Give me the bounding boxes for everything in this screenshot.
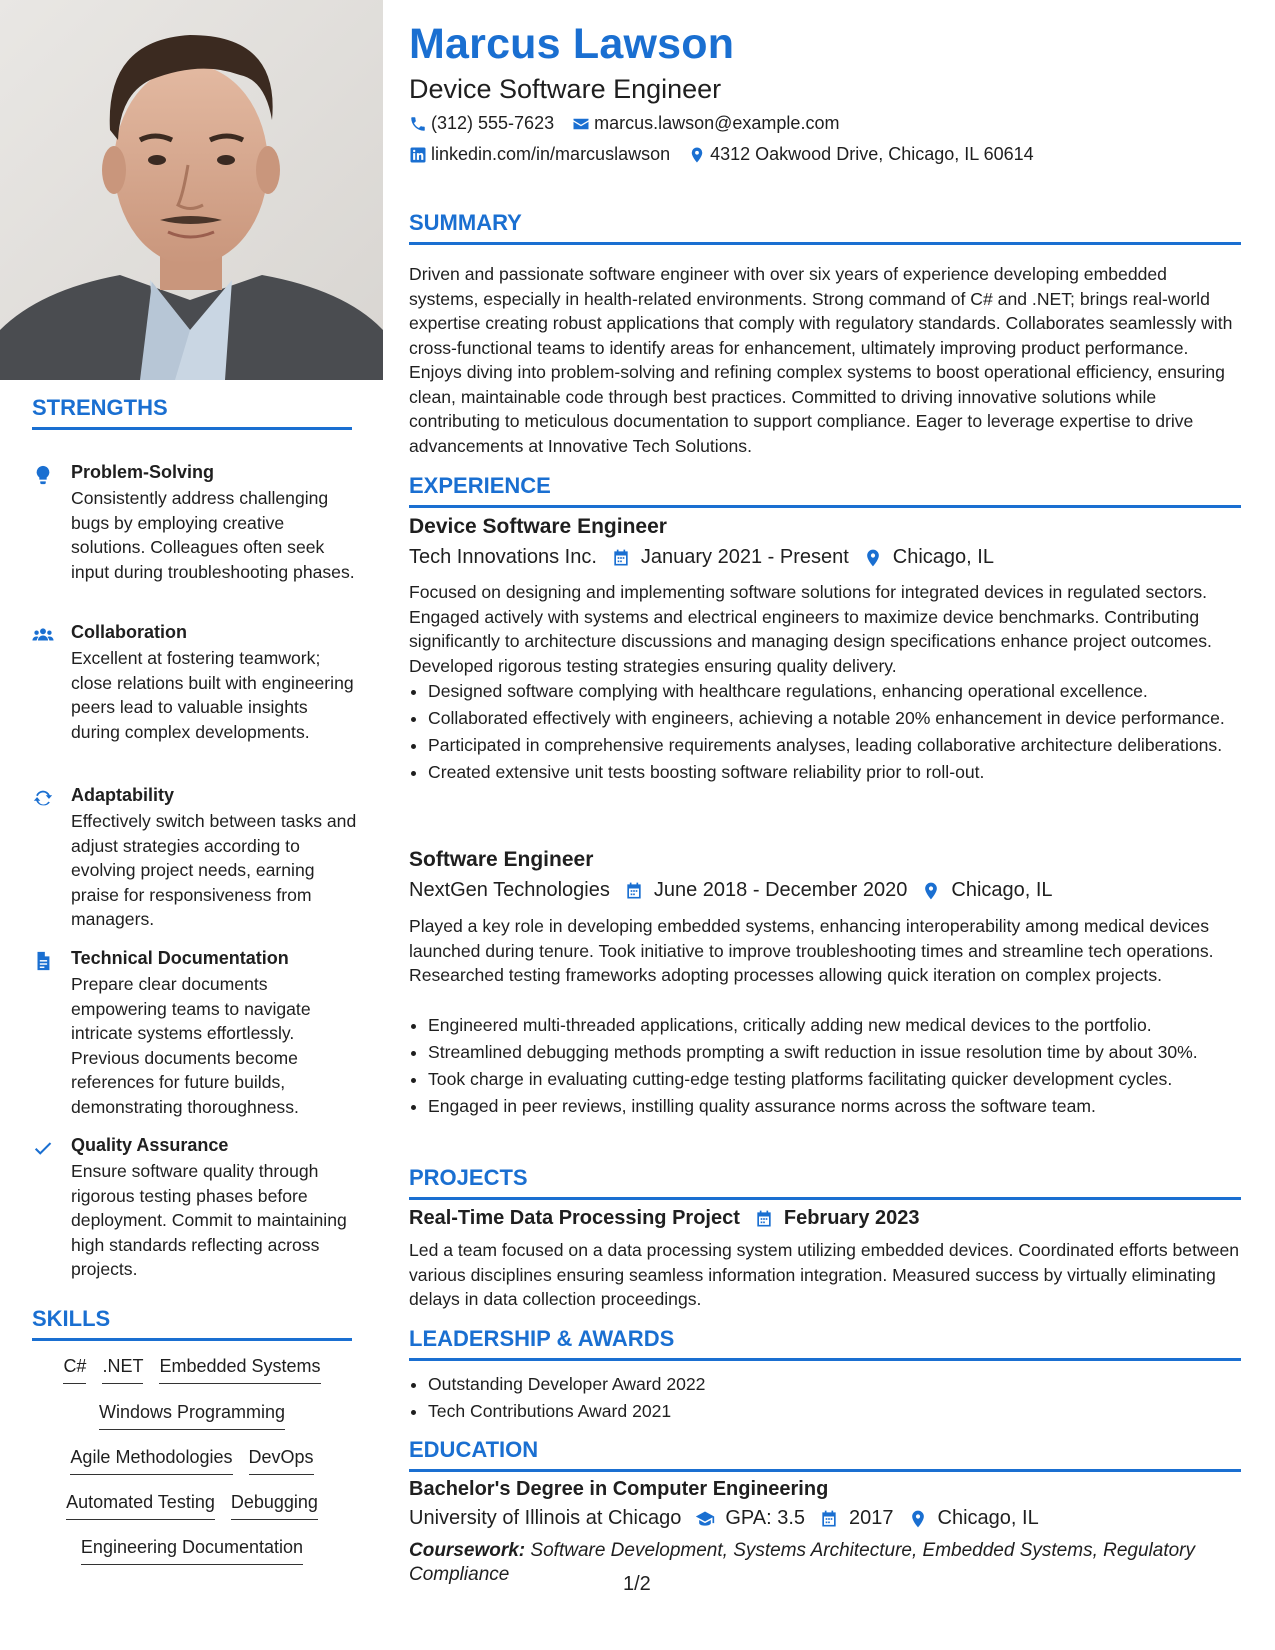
graduation-cap-icon [695,1509,715,1529]
skill-tag: Engineering Documentation [81,1537,303,1565]
skills-row [32,1492,352,1520]
page-number: 1/2 [623,1573,651,1595]
list-item: • Streamlined debugging methods prompting a swift reduction in issue resolution time by about 30%. [428,1040,1260,1064]
project-description: Led a team focused on a data processing system utilizing embedded devices. Coordinated efforts between various disciplines ensuring seamless information integration. Measured success by virtually eliminating delays in data collection proceedings. [409,1240,1240,1309]
company-name: Tech Innovations Inc. [409,546,597,568]
project-date: February 2023 [783,1207,920,1229]
strength-title: Adaptability [71,785,175,805]
skills-row [32,1356,352,1384]
coursework-text: Software Development, Systems Architecture, Embedded Systems, Regulatory Compliance [409,1540,1196,1585]
users-icon [32,624,54,646]
experience-title: EXPERIENCE [409,473,1241,508]
skill-tag: Embedded Systems [159,1356,320,1384]
coursework-label: Coursework: [409,1540,526,1561]
calendar-icon [819,1509,839,1529]
skill-tag: DevOps [249,1447,314,1475]
skill-tag: Automated Testing [66,1492,215,1520]
list-item: • Participated in comprehensive requirements analyses, leading collaborative architecture deliberations. [428,733,1260,757]
list-item: • Collaborated effectively with engineers, achieving a notable 20% enhancement in device performance. [428,706,1260,730]
strength-desc: Prepare clear documents empowering teams to navigate intricate systems effortlessly. Previous documents become references for future builds, demonstrating thoroughness. [71,974,311,1117]
linkedin-icon [409,146,427,164]
degree-title: Bachelor's Degree in Computer Engineering [409,1478,829,1500]
address-contact [688,144,1034,165]
job-dates: June 2018 - December 2020 [653,879,908,901]
awards-list [409,1372,1260,1426]
strength-title: Collaboration [71,622,187,642]
check-icon [32,1137,54,1159]
skill-tag: Debugging [231,1492,318,1520]
list-item: • Designed software complying with healthcare regulations, enhancing operational excellence. [428,679,1260,703]
calendar-icon [624,881,644,901]
linkedin-text: linkedin.com/in/marcuslawson [431,144,671,164]
summary-text: Driven and passionate software engineer with over six years of experience developing embedded systems, especially in health-related environments. Strong command of C# and .NET; brings real-world expertise creating robust applications that comply with regulatory standards. Collaborates seamlessly with cross-functional teams to identify areas for enhancement, ultimately improving product performance. Enjoys diving into problem-solving and refining complex systems to boost operational efficiency, ensuring clean, maintainable code through best practices. Committed to driving innovative solutions while contributing to meticulous documentation to support compliance. Eager to leverage expertise to drive advancements at Innovative Tech Solutions. [409,264,1233,456]
list-item: • Created extensive unit tests boosting software reliability prior to roll-out. [428,760,1260,784]
candidate-name: Marcus Lawson [409,20,735,68]
map-pin-icon [688,146,706,164]
phone-text: (312) 555-7623 [431,113,555,133]
job-bullets [409,679,1260,787]
job-location: Chicago, IL [892,546,994,568]
email-contact[interactable] [572,113,839,134]
lightbulb-icon [32,464,54,486]
coursework [409,1539,1241,1587]
gpa: GPA: 3.5 [725,1507,806,1529]
calendar-icon [754,1209,774,1229]
list-item: • Tech Contributions Award 2021 [428,1399,1260,1423]
strength-desc: Ensure software quality through rigorous testing phases before deployment. Commit to maintaining high standards reflecting across projects. [71,1161,347,1279]
job-location: Chicago, IL [951,879,1053,901]
job-title: Software Engineer [409,848,594,871]
sync-icon [32,787,54,809]
job-meta [409,546,994,569]
linkedin-contact[interactable] [409,144,670,165]
strength-desc: Excellent at fostering teamwork; close relations built with engineering peers lead to valuable insights during complex developments. [71,648,354,742]
skills-row [32,1447,352,1475]
list-item: • Took charge in evaluating cutting-edge testing platforms facilitating quicker development cycles. [428,1067,1260,1091]
project-name: Real-Time Data Processing Project [409,1207,740,1229]
skills-row [32,1402,352,1430]
project-header [409,1207,920,1230]
calendar-icon [611,548,631,568]
skill-tag: C# [63,1356,86,1384]
list-item: • Engineered multi-threaded applications, critically adding new medical devices to the portfolio. [428,1013,1260,1037]
list-item: • Outstanding Developer Award 2022 [428,1372,1260,1396]
job-description: Focused on designing and implementing software solutions for integrated devices in regulated sectors. Engaged actively with systems and electrical engineers to maximize device benchmarks. Contributing significantly to architecture discussions and managing design specifications enhance project outcomes. Developed rigorous testing strategies ensuring quality delivery. [409,582,1212,676]
job-meta [409,879,1053,902]
awards-title: LEADERSHIP & AWARDS [409,1326,1241,1361]
company-name: NextGen Technologies [409,879,610,901]
strength-desc: Consistently address challenging bugs by employing creative solutions. Colleagues often seek input during troubleshooting phases. [71,488,355,582]
skill-tag: .NET [102,1356,143,1384]
job-title: Device Software Engineer [409,515,667,538]
school-location: Chicago, IL [937,1507,1039,1529]
skill-tag: Agile Methodologies [70,1447,232,1475]
strength-title: Quality Assurance [71,1135,229,1155]
phone-icon [409,115,427,133]
phone-contact[interactable] [409,113,554,134]
contact-row [409,144,1034,165]
skills-row [32,1537,352,1565]
strength-title: Technical Documentation [71,948,289,968]
email-text: marcus.lawson@example.com [594,113,840,133]
education-meta [409,1507,1039,1530]
document-icon [32,950,54,972]
projects-title: PROJECTS [409,1165,1241,1200]
contact-row [409,113,839,134]
education-title: EDUCATION [409,1437,1241,1472]
strength-desc: Effectively switch between tasks and adjust strategies according to evolving project needs, earning praise for responsiveness from managers. [71,811,357,929]
job-description: Played a key role in developing embedded systems, enhancing interoperability among medical devices launched during tenure. Took initiative to improve troubleshooting times and streamline tech operations. Researched testing frameworks adopting processes allowing quick iteration on complex projects. [409,916,1214,985]
strength-title: Problem-Solving [71,462,215,482]
job-bullets [409,1013,1260,1121]
sidebar [0,0,383,1650]
school-name: University of Illinois at Chicago [409,1507,682,1529]
profile-photo [0,0,383,380]
map-pin-icon [921,881,941,901]
job-dates: January 2021 - Present [640,546,849,568]
skills-title: SKILLS [32,1306,352,1341]
address-text: 4312 Oakwood Drive, Chicago, IL 60614 [710,144,1034,164]
summary-title: SUMMARY [409,210,1241,245]
skill-tag: Windows Programming [99,1402,285,1430]
envelope-icon [572,115,590,133]
graduation-year: 2017 [849,1507,894,1529]
candidate-role: Device Software Engineer [409,74,722,104]
list-item: • Engaged in peer reviews, instilling quality assurance norms across the software team. [428,1094,1260,1118]
map-pin-icon [863,548,883,568]
strengths-title: STRENGTHS [32,395,352,430]
map-pin-icon [908,1509,928,1529]
